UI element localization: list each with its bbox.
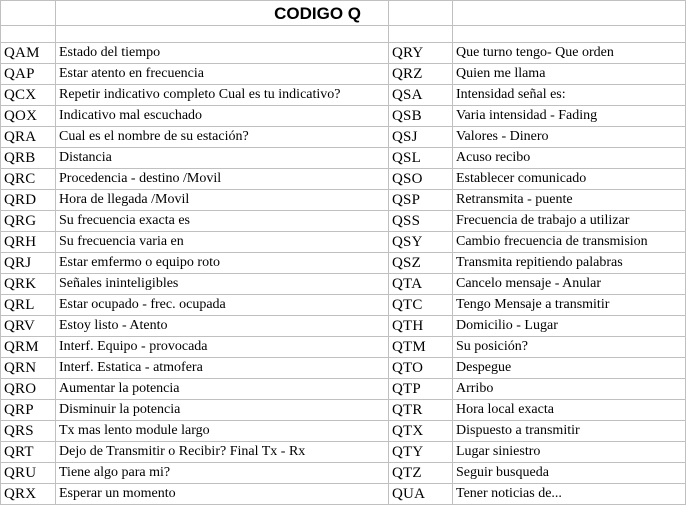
q-code-right-cell[interactable]: QTH bbox=[389, 316, 453, 337]
table-row bbox=[1, 442, 686, 463]
sheet-title[interactable]: CODIGO Q bbox=[56, 1, 389, 26]
meaning-left-cell[interactable]: Dejo de Transmitir o Recibir? Final Tx - Rx bbox=[56, 442, 389, 463]
meaning-left-cell[interactable]: Hora de llegada /Movil bbox=[56, 190, 389, 211]
cell-c1[interactable] bbox=[389, 1, 453, 26]
meaning-left-cell[interactable]: Su frecuencia exacta es bbox=[56, 211, 389, 232]
meaning-left-cell[interactable]: Estar ocupado - frec. ocupada bbox=[56, 295, 389, 316]
meaning-right-cell[interactable]: Varia intensidad - Fading bbox=[453, 106, 686, 127]
meaning-right-cell[interactable]: Su posición? bbox=[453, 337, 686, 358]
meaning-right-cell[interactable]: Intensidad señal es: bbox=[453, 85, 686, 106]
meaning-left-cell[interactable]: Tiene algo para mi? bbox=[56, 463, 389, 484]
table-row bbox=[1, 253, 686, 274]
q-code-left-cell[interactable]: QRD bbox=[1, 190, 56, 211]
q-code-left-cell[interactable]: QRX bbox=[1, 484, 56, 505]
meaning-right-cell[interactable]: Cambio frecuencia de transmision bbox=[453, 232, 686, 253]
meaning-left-cell[interactable]: Tx mas lento module largo bbox=[56, 421, 389, 442]
cell-d2[interactable] bbox=[453, 26, 686, 43]
table-row bbox=[1, 85, 686, 106]
q-code-right-cell[interactable]: QSS bbox=[389, 211, 453, 232]
meaning-right-cell[interactable]: Frecuencia de trabajo a utilizar bbox=[453, 211, 686, 232]
cell-a2[interactable] bbox=[1, 26, 56, 43]
q-code-right-cell[interactable]: QRZ bbox=[389, 64, 453, 85]
meaning-left-cell[interactable]: Indicativo mal escuchado bbox=[56, 106, 389, 127]
table-row bbox=[1, 421, 686, 442]
meaning-left-cell[interactable]: Procedencia - destino /Movil bbox=[56, 169, 389, 190]
meaning-right-cell[interactable]: Hora local exacta bbox=[453, 400, 686, 421]
meaning-right-cell[interactable]: Seguir busqueda bbox=[453, 463, 686, 484]
meaning-left-cell[interactable]: Interf. Estatica - atmofera bbox=[56, 358, 389, 379]
meaning-right-cell[interactable]: Arribo bbox=[453, 379, 686, 400]
cell-a1[interactable] bbox=[1, 1, 56, 26]
table-row bbox=[1, 43, 686, 64]
table-row bbox=[1, 127, 686, 148]
meaning-right-cell[interactable]: Despegue bbox=[453, 358, 686, 379]
meaning-right-cell[interactable]: Acuso recibo bbox=[453, 148, 686, 169]
q-code-left-cell[interactable]: QCX bbox=[1, 85, 56, 106]
q-code-left-cell[interactable]: QRL bbox=[1, 295, 56, 316]
meaning-right-cell[interactable]: Tengo Mensaje a transmitir bbox=[453, 295, 686, 316]
q-code-left-cell[interactable]: QRA bbox=[1, 127, 56, 148]
q-code-right-cell[interactable]: QSB bbox=[389, 106, 453, 127]
cell-d1[interactable] bbox=[453, 1, 686, 26]
meaning-right-cell[interactable]: Retransmita - puente bbox=[453, 190, 686, 211]
table-row bbox=[1, 484, 686, 505]
meaning-right-cell[interactable]: Establecer comunicado bbox=[453, 169, 686, 190]
q-code-left-cell[interactable]: QRM bbox=[1, 337, 56, 358]
table-row bbox=[1, 190, 686, 211]
cell-c2[interactable] bbox=[389, 26, 453, 43]
meaning-right-cell[interactable]: Dispuesto a transmitir bbox=[453, 421, 686, 442]
q-code-left-cell[interactable]: QRV bbox=[1, 316, 56, 337]
title-row bbox=[1, 1, 686, 26]
table-row bbox=[1, 379, 686, 400]
q-code-left-cell[interactable]: QRP bbox=[1, 400, 56, 421]
q-code-left-cell[interactable]: QRS bbox=[1, 421, 56, 442]
spreadsheet-body bbox=[1, 1, 686, 505]
meaning-right-cell[interactable]: Quien me llama bbox=[453, 64, 686, 85]
meaning-left-cell[interactable]: Interf. Equipo - provocada bbox=[56, 337, 389, 358]
meaning-right-cell[interactable]: Transmita repitiendo palabras bbox=[453, 253, 686, 274]
q-code-right-cell[interactable]: QTA bbox=[389, 274, 453, 295]
q-code-right-cell[interactable]: QTR bbox=[389, 400, 453, 421]
table-row bbox=[1, 232, 686, 253]
meaning-right-cell[interactable]: Tener noticias de... bbox=[453, 484, 686, 505]
q-code-left-cell[interactable]: QRU bbox=[1, 463, 56, 484]
q-code-right-cell[interactable]: QTP bbox=[389, 379, 453, 400]
meaning-left-cell[interactable]: Estar atento en frecuencia bbox=[56, 64, 389, 85]
q-code-right-cell[interactable]: QTY bbox=[389, 442, 453, 463]
meaning-left-cell[interactable]: Estado del tiempo bbox=[56, 43, 389, 64]
table-row bbox=[1, 316, 686, 337]
table-row bbox=[1, 274, 686, 295]
table-row bbox=[1, 358, 686, 379]
meaning-right-cell[interactable]: Que turno tengo- Que orden bbox=[453, 43, 686, 64]
table-row bbox=[1, 169, 686, 190]
q-code-right-cell[interactable]: QTX bbox=[389, 421, 453, 442]
q-code-left-cell[interactable]: QOX bbox=[1, 106, 56, 127]
q-code-right-cell[interactable]: QTZ bbox=[389, 463, 453, 484]
cell-b2[interactable] bbox=[56, 26, 389, 43]
table-row bbox=[1, 64, 686, 85]
meaning-left-cell[interactable]: Señales ininteligibles bbox=[56, 274, 389, 295]
q-code-left-cell[interactable]: QRG bbox=[1, 211, 56, 232]
q-code-left-cell[interactable]: QRK bbox=[1, 274, 56, 295]
table-row bbox=[1, 337, 686, 358]
table-row bbox=[1, 295, 686, 316]
meaning-left-cell[interactable]: Estar emfermo o equipo roto bbox=[56, 253, 389, 274]
q-code-right-cell[interactable]: QRY bbox=[389, 43, 453, 64]
table-row bbox=[1, 148, 686, 169]
meaning-right-cell[interactable]: Valores - Dinero bbox=[453, 127, 686, 148]
meaning-left-cell[interactable]: Esperar un momento bbox=[56, 484, 389, 505]
table-row bbox=[1, 463, 686, 484]
q-code-left-cell[interactable]: QAM bbox=[1, 43, 56, 64]
meaning-left-cell[interactable]: Cual es el nombre de su estación? bbox=[56, 127, 389, 148]
q-code-right-cell[interactable]: QSP bbox=[389, 190, 453, 211]
q-code-left-cell[interactable]: QRJ bbox=[1, 253, 56, 274]
q-code-left-cell[interactable]: QAP bbox=[1, 64, 56, 85]
q-code-right-cell[interactable]: QSY bbox=[389, 232, 453, 253]
q-code-right-cell[interactable]: QSZ bbox=[389, 253, 453, 274]
meaning-left-cell[interactable]: Disminuir la potencia bbox=[56, 400, 389, 421]
q-code-left-cell[interactable]: QRO bbox=[1, 379, 56, 400]
q-code-right-cell[interactable]: QSJ bbox=[389, 127, 453, 148]
q-code-left-cell[interactable]: QRB bbox=[1, 148, 56, 169]
q-code-left-cell[interactable]: QRC bbox=[1, 169, 56, 190]
q-code-left-cell[interactable]: QRT bbox=[1, 442, 56, 463]
q-code-right-cell[interactable]: QTC bbox=[389, 295, 453, 316]
meaning-right-cell[interactable]: Lugar siniestro bbox=[453, 442, 686, 463]
q-code-right-cell[interactable]: QSA bbox=[389, 85, 453, 106]
q-code-left-cell[interactable]: QRH bbox=[1, 232, 56, 253]
table-row bbox=[1, 211, 686, 232]
table-row bbox=[1, 400, 686, 421]
meaning-left-cell[interactable]: Estoy listo - Atento bbox=[56, 316, 389, 337]
q-code-left-cell[interactable]: QRN bbox=[1, 358, 56, 379]
meaning-right-cell[interactable]: Domicilio - Lugar bbox=[453, 316, 686, 337]
q-code-right-cell[interactable]: QTO bbox=[389, 358, 453, 379]
q-code-right-cell[interactable]: QSO bbox=[389, 169, 453, 190]
meaning-right-cell[interactable]: Cancelo mensaje - Anular bbox=[453, 274, 686, 295]
q-code-right-cell[interactable]: QSL bbox=[389, 148, 453, 169]
meaning-left-cell[interactable]: Su frecuencia varia en bbox=[56, 232, 389, 253]
table-row bbox=[1, 106, 686, 127]
meaning-left-cell[interactable]: Distancia bbox=[56, 148, 389, 169]
blank-row bbox=[1, 26, 686, 43]
q-code-right-cell[interactable]: QUA bbox=[389, 484, 453, 505]
q-code-right-cell[interactable]: QTM bbox=[389, 337, 453, 358]
meaning-left-cell[interactable]: Repetir indicativo completo Cual es tu indicativo? bbox=[56, 85, 389, 106]
meaning-left-cell[interactable]: Aumentar la potencia bbox=[56, 379, 389, 400]
